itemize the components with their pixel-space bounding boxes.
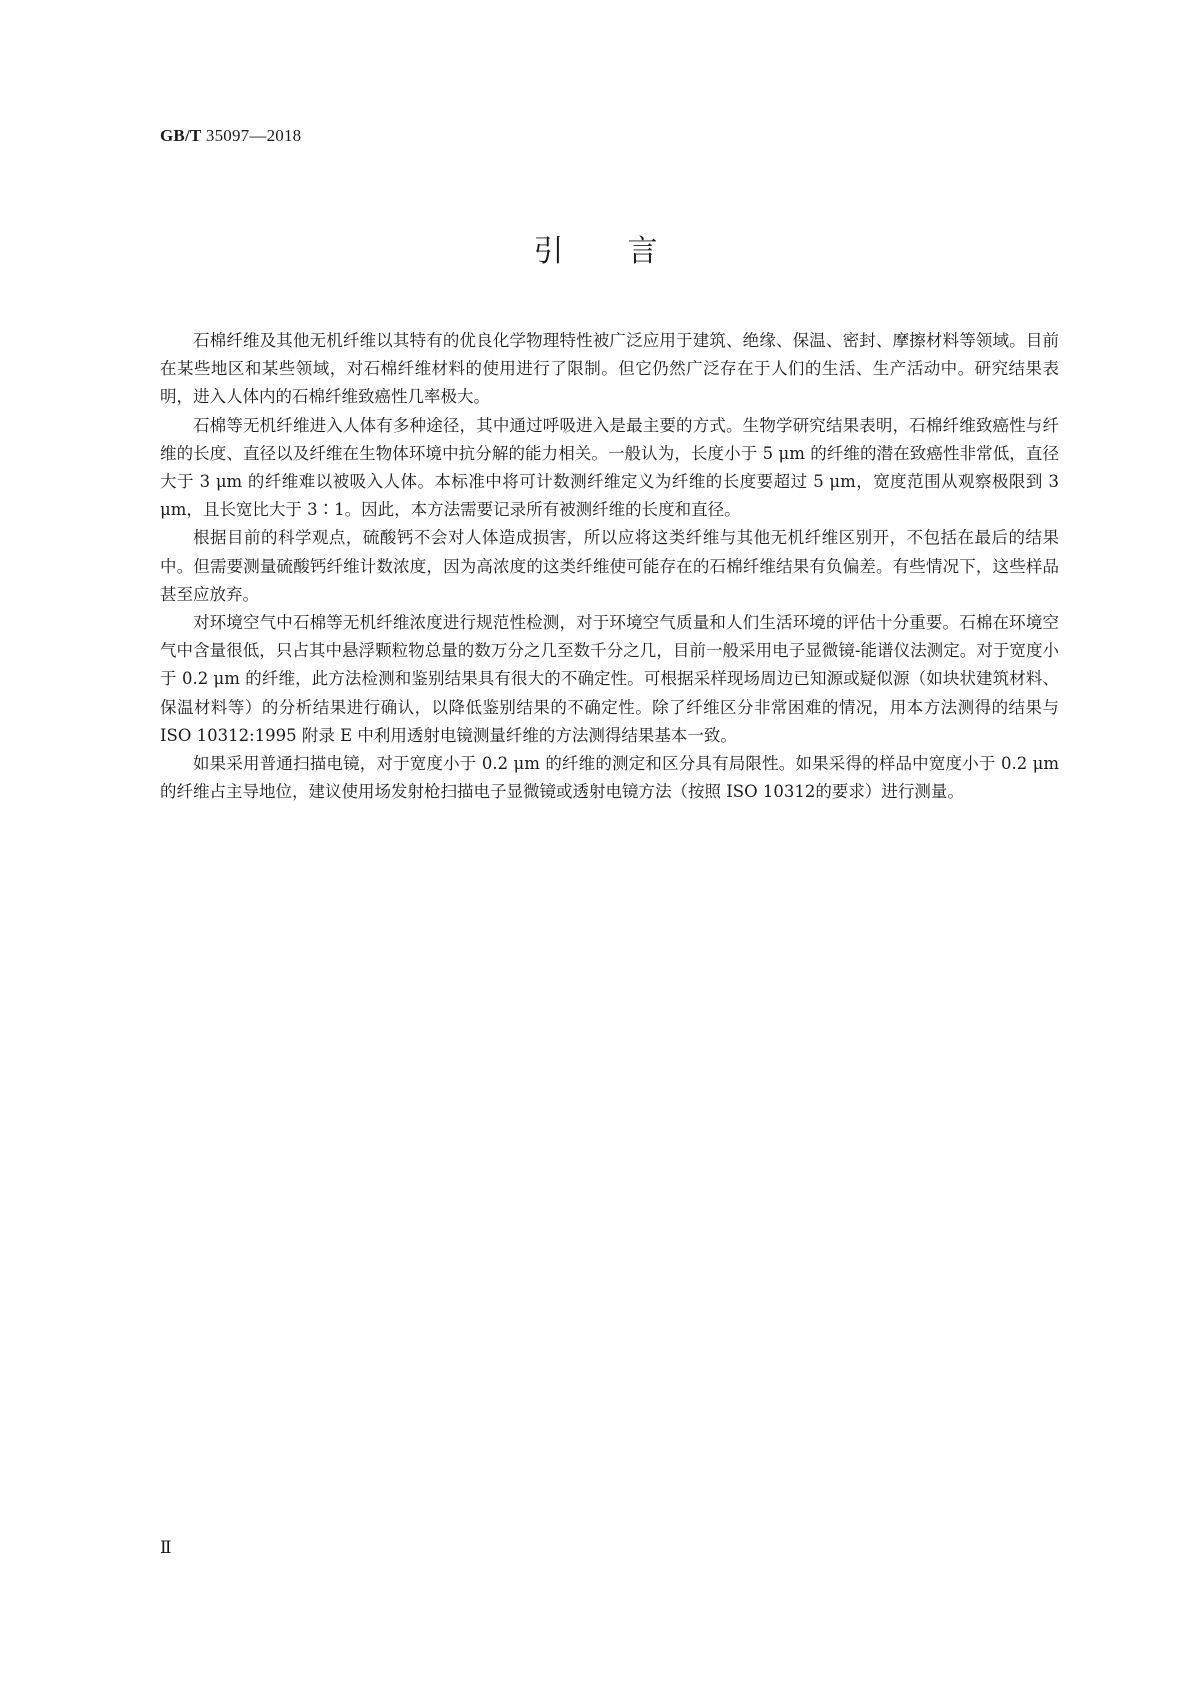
paragraph: 如果采用普通扫描电镜，对于宽度小于 0.2 μm 的纤维的测定和区分具有局限性。如果采得的样品中宽度小于 0.2 μm 的纤维占主导地位，建议使用场发射枪扫描电子显微镜或透射电镜方法（按照 ISO 10312的要求）进行测量。 [160, 754, 1059, 802]
standard-code [160, 126, 301, 146]
introduction-body [160, 327, 1059, 806]
page-title: 引言 [533, 234, 722, 269]
paragraph: 对环境空气中石棉等无机纤维浓度进行规范性检测，对于环境空气质量和人们生活环境的评估十分重要。石棉在环境空气中含量很低，只占其中悬浮颗粒物总量的数万分之几至数千分之几，目前一般采用电子显微镜-能谱仪法测定。对于宽度小于 0.2 μm 的纤维，此方法检测和鉴别结果具有很大的不确定性。可根据采样现场周边已知源或疑似源（如块状建筑材料、保温材料等）的分析结果进行确认，以降低鉴别结果的不确定性。除了纤维区分非常困难的情况，用本方法测得的结果与 ISO 10312:1995 附录 E 中利用透射电镜测量纤维的方法测得结果基本一致。 [160, 613, 1059, 745]
page-number: Ⅱ [160, 1538, 172, 1557]
paragraph: 石棉纤维及其他无机纤维以其特有的优良化学物理特性被广泛应用于建筑、绝缘、保温、密封、摩擦材料等领域。目前在某些地区和某些领域，对石棉纤维材料的使用进行了限制。但它仍然广泛存在于人们的生活、生产活动中。研究结果表明，进入人体内的石棉纤维致癌性几率极大。 [160, 331, 1059, 407]
standard-code-prefix: GB/T [160, 126, 202, 145]
paragraph: 根据目前的科学观点，硫酸钙不会对人体造成损害，所以应将这类纤维与其他无机纤维区别开，不包括在最后的结果中。但需要测量硫酸钙纤维计数浓度，因为高浓度的这类纤维使可能存在的石棉纤维结果有负偏差。有些情况下，这些样品甚至应放弃。 [160, 528, 1059, 604]
paragraph: 石棉等无机纤维进入人体有多种途径，其中通过呼吸进入是最主要的方式。生物学研究结果表明，石棉纤维致癌性与纤维的长度、直径以及纤维在生物体环境中抗分解的能力相关。一般认为，长度小于 5 μm 的纤维的潜在致癌性非常低，直径大于 3 μm 的纤维难以被吸入人体。本标准中将可计数测纤维定义为纤维的长度要超过 5 μm，宽度范围从观察极限到 3 μm，且长宽比大于 3∶1。因此，本方法需要记录所有被测纤维的长度和直径。 [160, 415, 1059, 520]
standard-code-number: 35097—2018 [201, 126, 302, 145]
